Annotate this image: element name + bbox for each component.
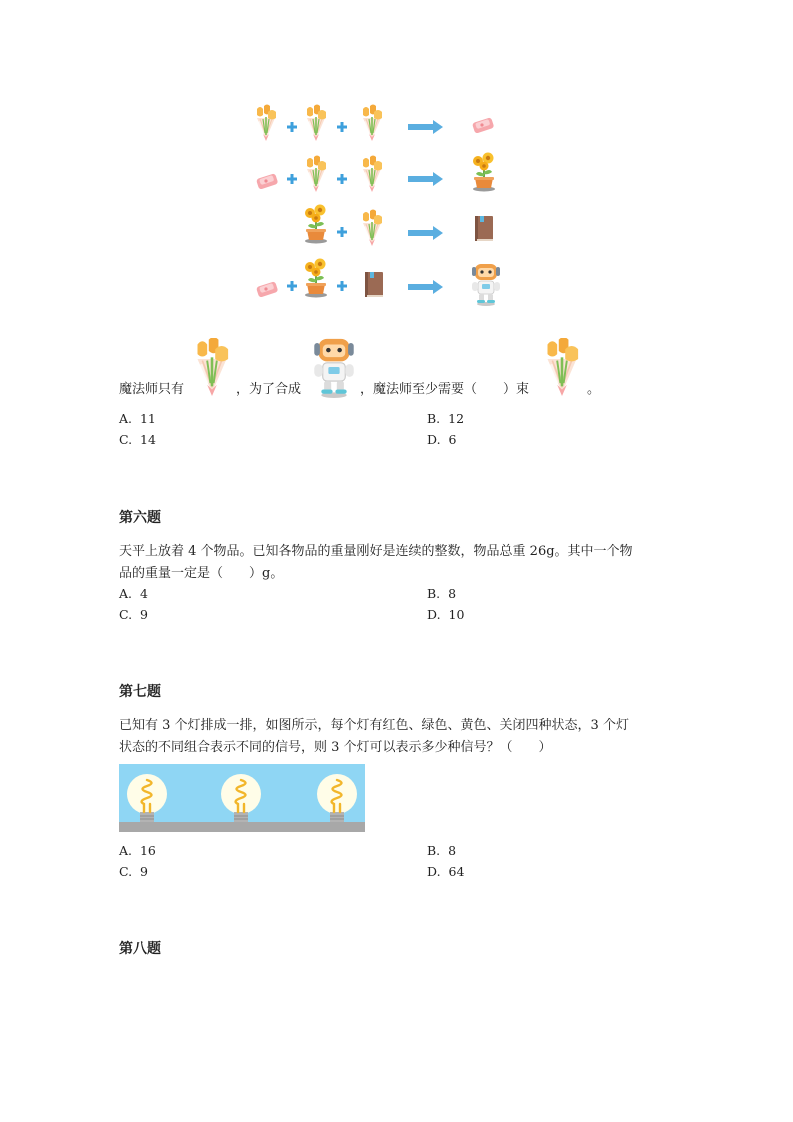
q7-title: 第七题 [119, 684, 161, 700]
soap-icon [256, 173, 278, 190]
robot-icon [472, 264, 500, 306]
potted-sunflower-icon [305, 205, 327, 244]
q6-stem-line1: 天平上放着 4 个物品。已知各物品的重量刚好是连续的整数，物品总重 26g。其中一个物 [119, 544, 633, 559]
q7-option-a[interactable]: A. 16 [119, 843, 156, 858]
tulip-bouquet-icon [305, 156, 326, 193]
q6-option-a[interactable]: A. 4 [119, 586, 148, 601]
tulip-bouquet-icon [361, 105, 382, 142]
book-icon [475, 216, 493, 241]
soap-icon [256, 281, 278, 298]
tulip-bouquet-icon [542, 338, 582, 396]
q8-title: 第八题 [119, 941, 161, 957]
tulip-bouquet-icon [192, 338, 232, 396]
robot-icon [308, 336, 360, 398]
equation-row-1 [255, 105, 494, 142]
q7-option-c[interactable]: C. 9 [119, 864, 148, 879]
three-lamps-figure [119, 764, 365, 832]
soap-icon [472, 117, 494, 134]
q5-stem-end: 。 [587, 382, 601, 397]
equation-row-4 [256, 259, 500, 307]
q5-option-b[interactable]: B. 12 [427, 411, 465, 426]
tulip-bouquet-icon [255, 105, 276, 142]
q5-stem-part3: ，魔法师至少需要（ ）束 [360, 382, 530, 397]
plus-icon [337, 281, 347, 291]
q5-option-a[interactable]: A. 11 [119, 411, 156, 426]
plus-icon [337, 227, 347, 237]
q5-option-c[interactable]: C. 14 [119, 432, 156, 447]
plus-icon [287, 122, 297, 132]
book-icon [365, 272, 383, 297]
right-arrow-icon [408, 120, 443, 134]
synthesis-equations-figure [240, 100, 530, 325]
q6-option-d[interactable]: D. 10 [427, 607, 465, 622]
q5-stem-part2: ，为了合成 [236, 382, 302, 397]
q6-stem-line2: 品的重量一定是（ ）g。 [119, 566, 284, 581]
equation-row-2 [256, 153, 495, 193]
q7-stem-line1: 已知有 3 个灯排成一排，如图所示，每个灯有红色、绿色、黄色、关闭四种状态，3 个灯 [119, 718, 629, 733]
q6-option-b[interactable]: B. 8 [427, 586, 457, 601]
tulip-bouquet-icon [361, 156, 382, 193]
right-arrow-icon [408, 226, 443, 240]
plus-icon [337, 122, 347, 132]
potted-sunflower-icon [305, 259, 327, 298]
plus-icon [287, 281, 297, 291]
plus-icon [337, 174, 347, 184]
q6-option-c[interactable]: C. 9 [119, 607, 148, 622]
q7-option-b[interactable]: B. 8 [427, 843, 457, 858]
q5-option-d[interactable]: D. 6 [427, 432, 457, 447]
right-arrow-icon [408, 280, 443, 294]
tulip-bouquet-icon [305, 105, 326, 142]
q7-stem-line2: 状态的不同组合表示不同的信号，则 3 个灯可以表示多少种信号？（ ） [119, 740, 552, 755]
equation-row-3 [305, 205, 493, 247]
q5-stem-part1: 魔法师只有 [119, 382, 185, 397]
q7-option-d[interactable]: D. 64 [427, 864, 465, 879]
tulip-bouquet-icon [361, 210, 382, 247]
q6-title: 第六题 [119, 510, 161, 526]
potted-sunflower-icon [473, 153, 495, 192]
plus-icon [287, 174, 297, 184]
right-arrow-icon [408, 172, 443, 186]
